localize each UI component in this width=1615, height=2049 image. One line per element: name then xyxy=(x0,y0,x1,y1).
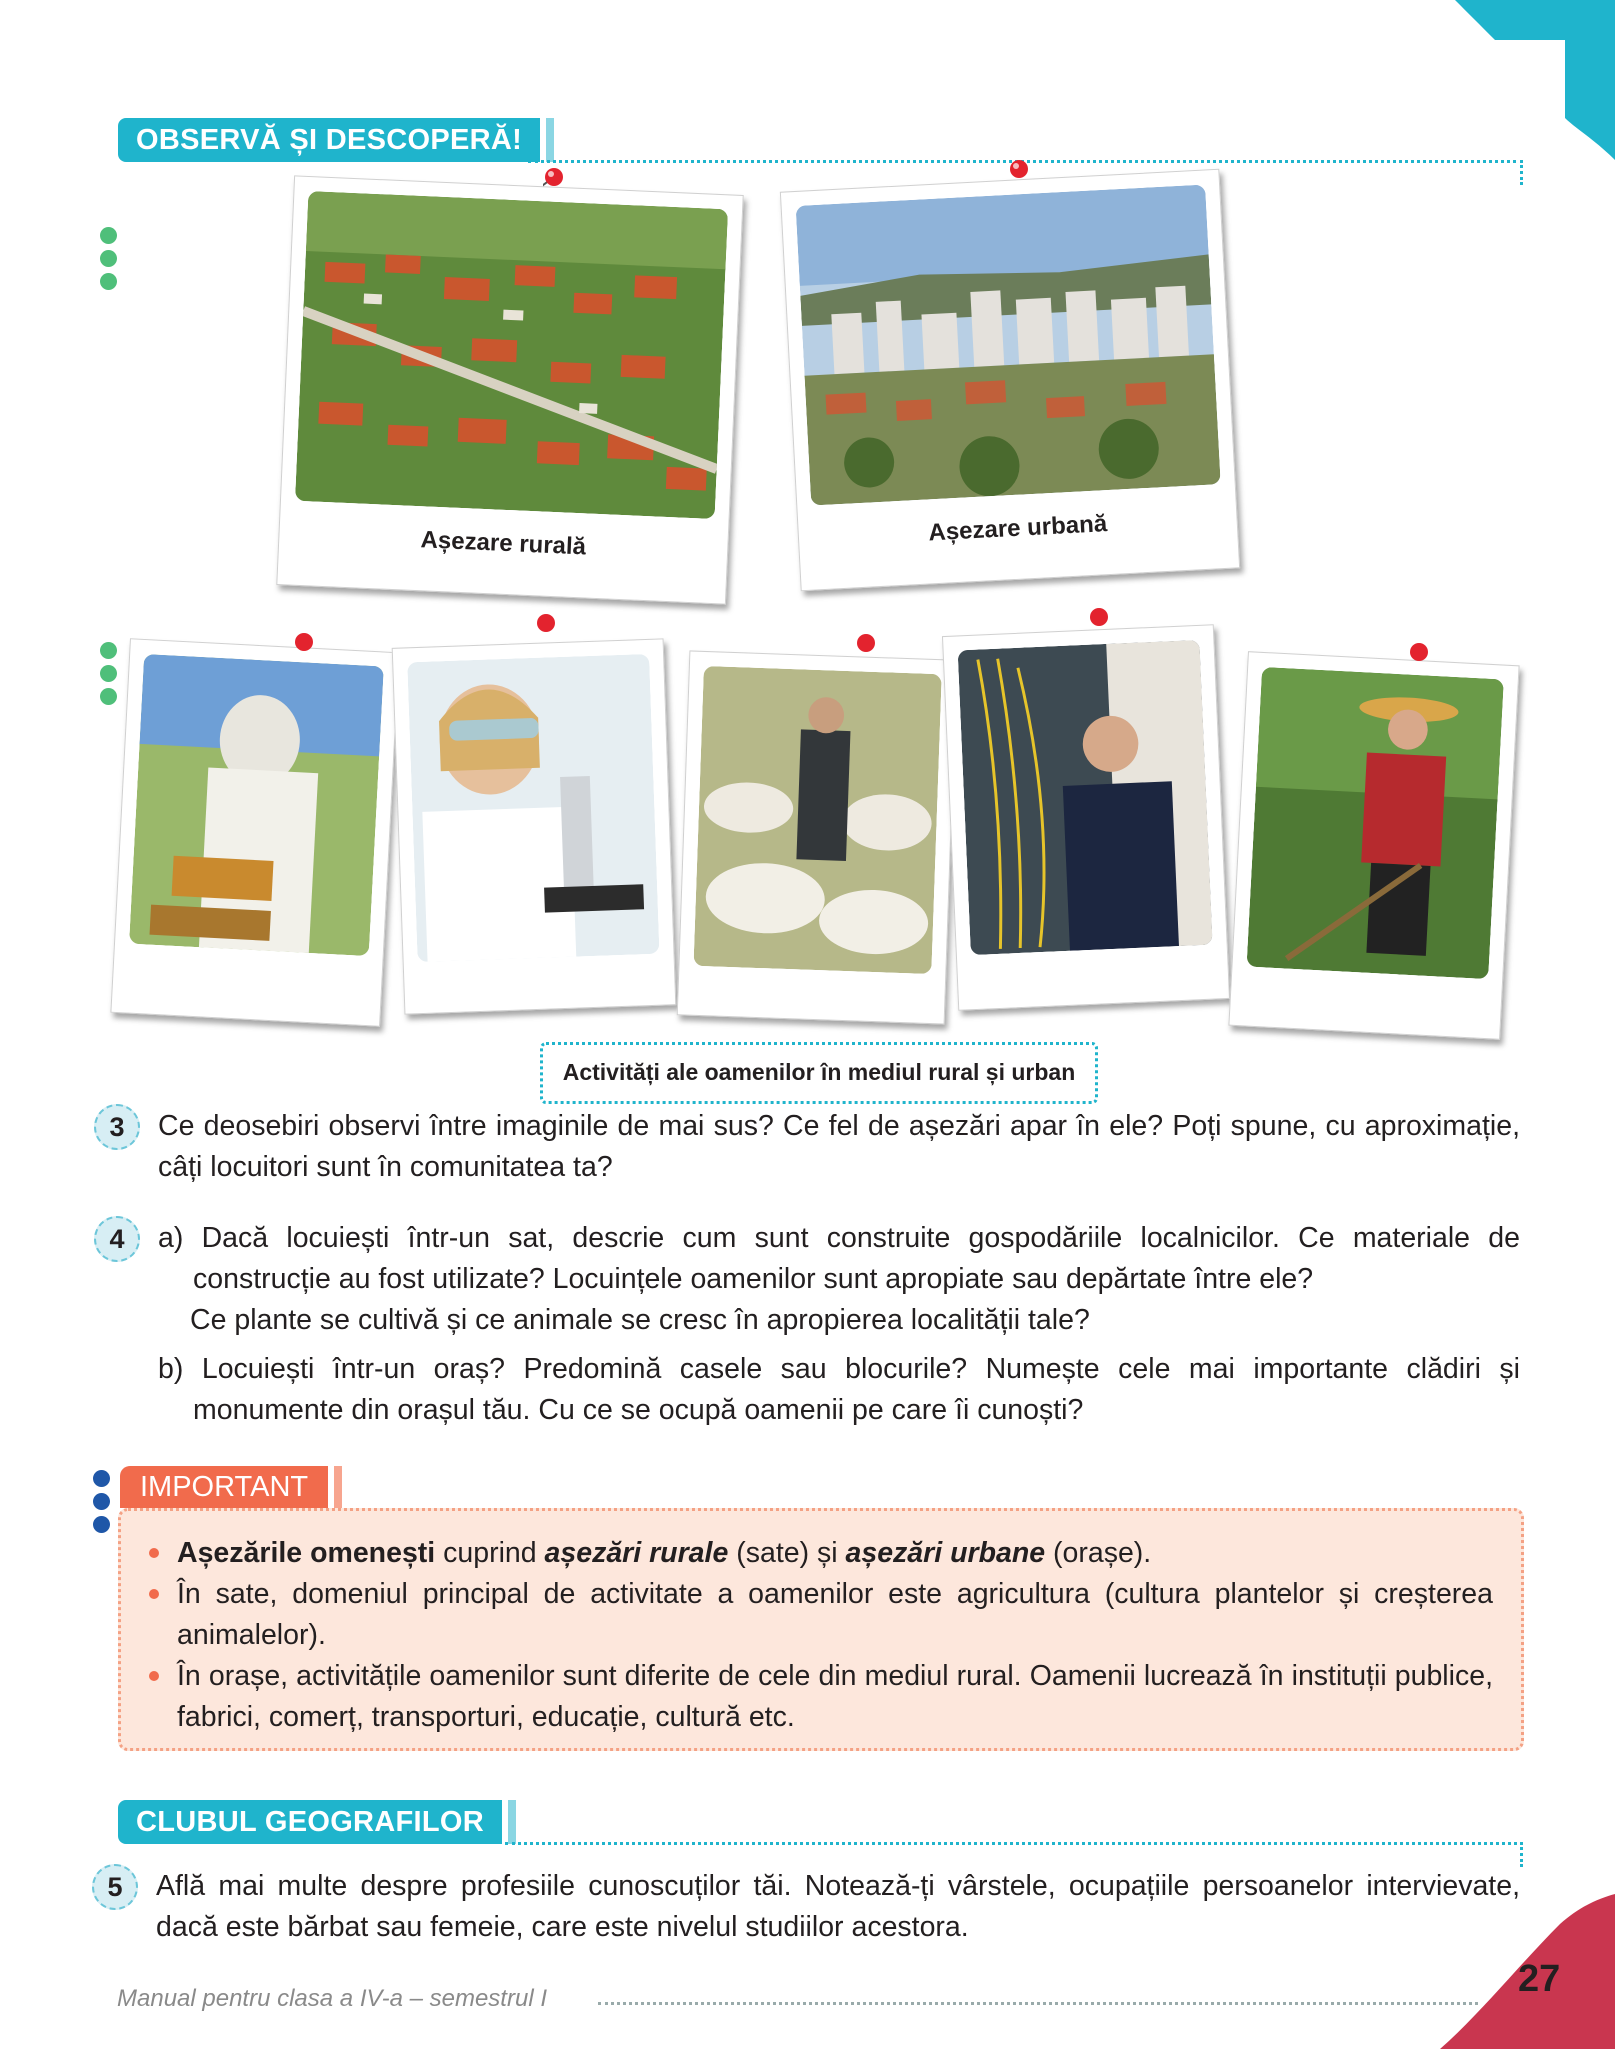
important-text-1a: cuprind xyxy=(435,1537,545,1569)
pin-icon xyxy=(1408,641,1430,663)
photo-card-technician xyxy=(942,624,1230,1011)
section-header-observe: OBSERVĂ ȘI DESCOPERĂ! xyxy=(118,118,540,162)
pin-icon xyxy=(535,612,557,634)
activities-caption: Activități ale oamenilor în mediul rural și urban xyxy=(540,1042,1098,1104)
section-divider-2 xyxy=(505,1842,1523,1867)
bullet-dots-green-2 xyxy=(100,642,117,711)
technician-photo-icon xyxy=(958,640,1213,955)
farmer-photo-icon xyxy=(1246,667,1503,979)
village-photo-icon xyxy=(295,191,728,519)
photo-card-beekeeper xyxy=(110,638,399,1027)
question-3-paragraph: Ce deosebiri observi între imaginile de mai sus? Ce fel de așezări apar în ele? Poți spune, cu aproximație, câți locuitori sunt în comunitatea ta? xyxy=(158,1110,1520,1183)
section-header-club: CLUBUL GEOGRAFILOR xyxy=(118,1800,502,1844)
important-text-1b: (sate) și xyxy=(728,1537,846,1569)
photo-card-farmer xyxy=(1228,651,1519,1040)
question-number-3: 3 xyxy=(94,1104,140,1150)
question-number-5: 5 xyxy=(92,1864,138,1910)
city-photo-icon xyxy=(796,185,1221,506)
important-term-1: Așezările omenești xyxy=(177,1537,436,1569)
photo-card-shepherd xyxy=(677,650,958,1024)
photo-caption-rural: Așezare rurală xyxy=(420,526,587,561)
question-5-text xyxy=(156,1866,1520,1948)
shepherd-photo-icon xyxy=(693,666,941,974)
pin-icon xyxy=(543,166,565,188)
important-bullet-2: În sate, domeniul principal de activitate a oamenilor este agricultura (cultura plantelor și creșterea animalelor). xyxy=(147,1574,1493,1656)
important-header: IMPORTANT xyxy=(120,1466,328,1508)
corner-decoration-top xyxy=(1455,0,1615,160)
question-4a-continued: Ce plante se cultivă și ce animale se cresc în apropierea localității tale? xyxy=(190,1304,1090,1336)
footer-title: Manual pentru clasa a IV-a – semestrul I xyxy=(117,1985,547,2012)
important-term-urban: așezări urbane xyxy=(845,1537,1046,1569)
question-3-text xyxy=(158,1106,1520,1188)
question-4a: a) Dacă locuiești într-un sat, descrie cum sunt construite gospodăriile localnicilor. Ce materiale de construcție au fost utilizate? Locuințele oamenilor sunt apropiate sau depărtate între ele? xyxy=(158,1222,1520,1295)
photo-caption-urban: Așezare urbană xyxy=(927,510,1108,547)
laboratory-photo-icon xyxy=(407,654,659,962)
bullet-dots-green xyxy=(100,227,117,296)
photo-card-urban xyxy=(780,169,1240,591)
pin-icon xyxy=(293,631,315,653)
pin-icon xyxy=(1008,158,1030,180)
important-box xyxy=(118,1508,1524,1751)
page-number: 27 xyxy=(1518,1958,1561,2000)
footer-divider xyxy=(598,2002,1478,2005)
question-4b: b) Locuiești într-un oraș? Predomină casele sau blocurile? Numește cele mai importante clădiri și monumente din orașul tău. Cu ce se ocupă oamenii pe care îi cunoști? xyxy=(158,1353,1520,1426)
pin-icon xyxy=(1088,606,1110,628)
important-bullet-1 xyxy=(147,1533,1493,1574)
important-text-1c: (orașe). xyxy=(1045,1537,1152,1569)
question-number-4: 4 xyxy=(94,1216,140,1262)
important-term-rural: așezări rurale xyxy=(544,1537,729,1569)
pin-icon xyxy=(855,632,877,654)
bullet-dots-blue xyxy=(93,1470,110,1539)
photo-card-rural xyxy=(276,175,743,604)
beekeeper-photo-icon xyxy=(129,654,384,956)
important-bullet-3: În orașe, activitățile oamenilor sunt diferite de cele din mediul rural. Oamenii lucrează în instituții publice, fabrici, comerț, transporturi, educație, cultură etc. xyxy=(147,1656,1493,1738)
question-4-text xyxy=(158,1218,1520,1431)
question-5-paragraph: Află mai multe despre profesiile cunoscuților tăi. Notează-ți vârstele, ocupațiile persoanelor intervievate, dacă este bărbat sau femeie, care este nivelul studiilor acestora. xyxy=(156,1870,1520,1943)
photo-card-laboratory xyxy=(392,638,677,1014)
